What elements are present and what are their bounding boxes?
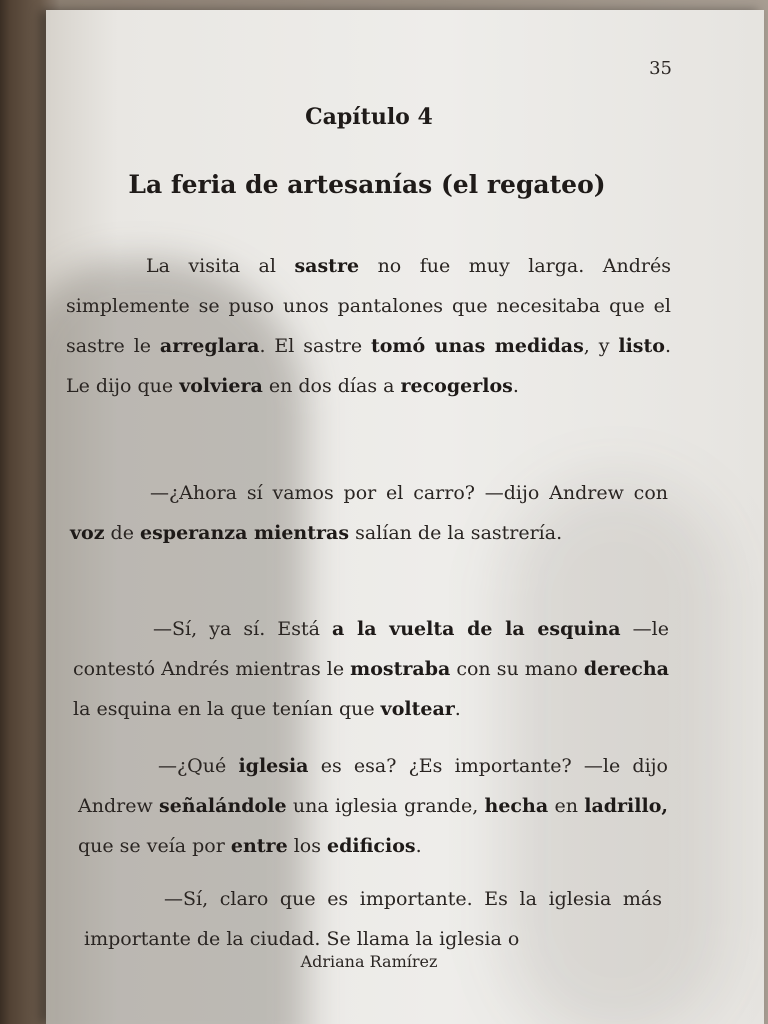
text-run: —¿Qué [158,755,239,777]
vocab-word: a la vuelta de la esquina [332,618,621,640]
vocab-word: mostraba [350,658,451,680]
text-run: . Le dijo que [66,335,671,397]
text-run: La visita al [146,255,295,277]
text-run: de [104,522,141,544]
paragraph [73,609,669,729]
vocab-word: derecha [583,658,669,680]
text-run: . El sastre [259,335,371,357]
text-run: . [415,835,422,857]
vocab-word: recogerlos [400,375,513,397]
book-page [46,10,764,1024]
text-run: con su mano [450,658,584,680]
text-run: —Sí, ya sí. Está [153,618,333,640]
text-run: en [548,795,585,817]
vocab-word: arreglara [159,335,260,357]
vocab-word: hecha [484,795,549,817]
author-footer: Adriana Ramírez [300,952,438,971]
vocab-word: edificios [327,835,416,857]
vocab-word: ladrillo, [584,795,668,817]
text-run: los [287,835,328,857]
text-run: que se veía por [78,835,231,857]
vocab-word: voz [70,522,105,544]
vocab-word: esperanza mientras [140,522,350,544]
text-run: . [454,698,461,720]
paragraph [84,879,662,959]
paragraph [66,246,671,406]
text-run: no fue muy larga. Andrés simplemente se puso unos pantalones que necesitaba que el sastre le [66,255,671,357]
chapter-title: La feria de artesanías (el regateo) [128,170,606,199]
text-run: es esa? ¿Es importante? —le dijo Andrew [78,755,668,817]
paragraph [78,746,668,866]
chapter-heading: Capítulo 4 [305,104,433,130]
vocab-word: voltear [380,698,455,720]
paragraph [70,473,668,553]
text-run: —Sí, claro que es importante. Es la iglesia más importante de la ciudad. Se llama la iglesia o [84,888,662,950]
text-run: —le contestó Andrés mientras le [73,618,669,680]
text-run: la esquina en la que tenían que [73,698,381,720]
text-run: en dos días a [262,375,401,397]
text-run: salían de la sastrería. [349,522,563,544]
page-number: 35 [649,58,672,79]
vocab-word: volviera [179,375,263,397]
vocab-word: señalándole [159,795,287,817]
text-run: , y [583,335,619,357]
vocab-word: sastre [294,255,360,277]
text-run: . [512,375,519,397]
text-run: —¿Ahora sí vamos por el carro? —dijo Andrew con [150,482,668,504]
vocab-word: iglesia [238,755,309,777]
vocab-word: listo [618,335,665,357]
vocab-word: entre [230,835,288,857]
text-run: una iglesia grande, [286,795,485,817]
vocab-word: tomó unas medidas [370,335,584,357]
